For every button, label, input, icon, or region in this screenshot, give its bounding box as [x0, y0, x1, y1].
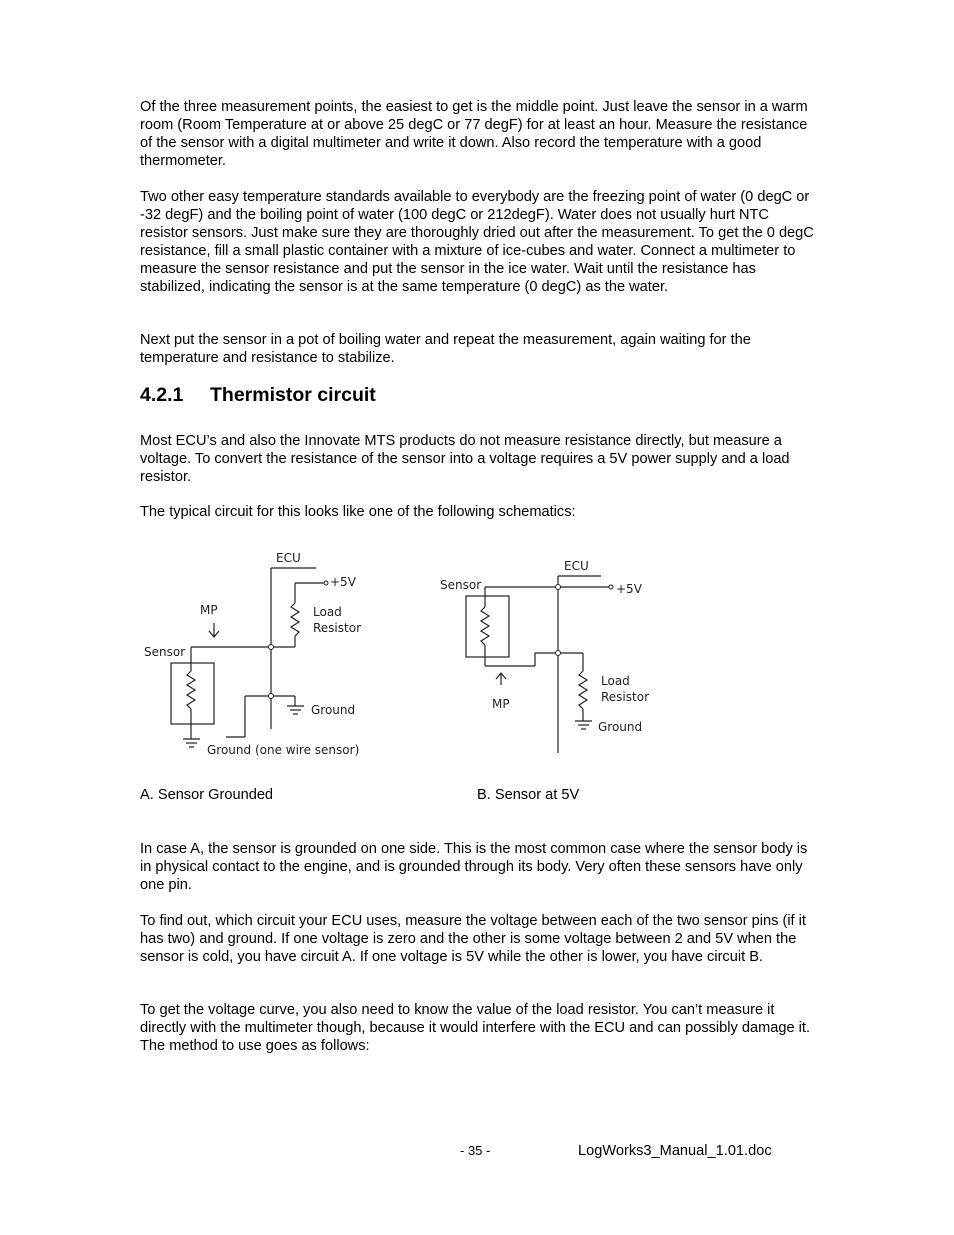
page-number: - 35 -: [460, 1143, 491, 1158]
schematic-sensor-at-5v: [433, 541, 665, 769]
resistor-label: Resistor: [313, 621, 361, 635]
document-filename: LogWorks3_Manual_1.01.doc: [578, 1143, 772, 1159]
supply-5v-label: +5V: [330, 575, 356, 589]
section-number: 4.2.1: [140, 384, 184, 406]
paragraph-freezing-boiling: Two other easy temperature standards available to everybody are the freezing point of water (0 degC or -32 degF) and the boiling point of water (100 degC or 212degF). Water does not usually hurt NTC resistor sensors. Just make sure they are thoroughly dried out after the measurement. To get the 0 degC resistance, fill a small plastic container with a mixture of ice-cubes and water. Connect a multimeter to measure the sensor resistance and put the sensor in the ice water. Wait until the resistance has stabilized, indicating the sensor is at the same temperature (0 degC) as the water.: [140, 189, 814, 295]
ground-label: Ground: [598, 720, 643, 734]
paragraph-find-circuit: To find out, which circuit your ECU uses, measure the voltage between each of the two sensor pins (if it has two) and ground. If one voltage is zero and the other is some voltage between 2 and 5V when the sensor is cold, you have circuit A. If one voltage is 5V while the other is lower, you have circuit B.: [140, 913, 806, 965]
caption-figure-a: A. Sensor Grounded: [140, 787, 274, 803]
ground-label: Ground: [311, 703, 356, 717]
paragraph-room-temperature: Of the three measurement points, the easiest to get is the middle point. Just leave the sensor in a warm room (Room Temperature at or above 25 degC or 77 degF) for at least an hour. Measure the resistance of the sensor with a digital multimeter and write it down. Also record the temperature with a good thermometer.: [140, 99, 808, 169]
load-label: Load: [601, 674, 630, 688]
section-heading: [140, 384, 376, 407]
ecu-label: ECU: [276, 551, 301, 565]
schematic-a-drawing: [140, 541, 372, 769]
sensor-label: Sensor: [440, 578, 482, 592]
section-title: Thermistor circuit: [210, 384, 376, 406]
supply-5v-label: +5V: [616, 582, 642, 596]
mp-label: MP: [492, 697, 510, 711]
ecu-label: ECU: [564, 559, 589, 573]
paragraph-load-resistor: To get the voltage curve, you also need to know the value of the load resistor. You can’t measure it directly with the multimeter though, because it would interfere with the ECU and can possibly damage it. The method to use goes as follows:: [140, 1002, 811, 1054]
paragraph-case-a: In case A, the sensor is grounded on one side. This is the most common case where the sensor body is in physical contact to the engine, and is grounded through its body. Very often these sensors have only one pin.: [140, 841, 808, 893]
caption-figure-b: B. Sensor at 5V: [477, 787, 580, 803]
mp-label: MP: [200, 603, 218, 617]
schematic-sensor-grounded: [140, 541, 372, 769]
paragraph-ecu-voltage: Most ECU’s and also the Innovate MTS products do not measure resistance directly, but measure a voltage. To convert the resistance of the sensor into a voltage requires a 5V power supply and a load resistor.: [140, 433, 790, 485]
resistor-label: Resistor: [601, 690, 649, 704]
ground-one-wire-label: Ground (one wire sensor): [207, 743, 360, 757]
load-label: Load: [313, 605, 342, 619]
sensor-label: Sensor: [144, 645, 186, 659]
paragraph-boiling-measurement: Next put the sensor in a pot of boiling water and repeat the measurement, again waiting for the temperature and resistance to stabilize.: [140, 332, 751, 366]
paragraph-typical-circuit: The typical circuit for this looks like one of the following schematics:: [140, 504, 576, 520]
schematic-b-drawing: [433, 541, 665, 769]
